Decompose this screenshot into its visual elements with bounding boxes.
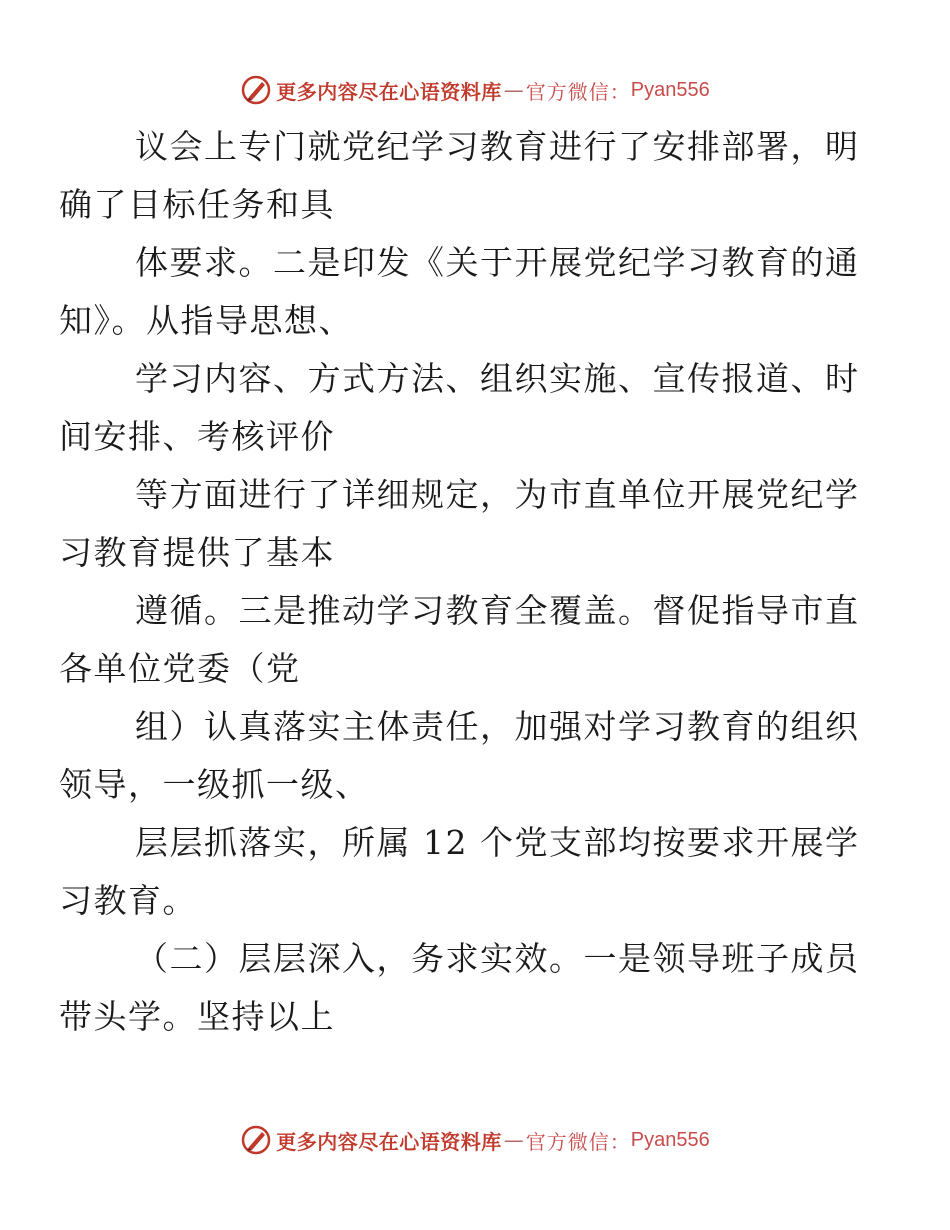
document-body xyxy=(59,118,860,1046)
paragraph-line: 各单位党委（党 xyxy=(59,649,301,688)
paragraph-line: 议会上专门就党纪学习教育进行了安排部署，明 xyxy=(135,127,860,166)
paragraph-line: 组）认真落实主体责任，加强对学习教育的组织 xyxy=(135,707,860,746)
watermark-wechat-label: 官方微信： xyxy=(525,1129,631,1154)
paragraph-line: 确了目标任务和具 xyxy=(59,185,335,224)
watermark-wechat-label: 官方微信： xyxy=(525,79,631,104)
paragraph xyxy=(59,350,860,466)
paragraph-line: 遵循。三是推动学习教育全覆盖。督促指导市直 xyxy=(135,591,860,630)
pen-logo-icon xyxy=(240,1124,272,1156)
paragraph-line: 习教育。 xyxy=(59,881,197,920)
paragraph xyxy=(59,698,860,814)
watermark-site-text: 更多内容尽在心语资料库 xyxy=(276,79,502,104)
watermark-dash: — xyxy=(503,78,524,102)
paragraph xyxy=(59,466,860,582)
paragraph-line: 知》。从指导思想、 xyxy=(59,301,353,340)
paragraph xyxy=(59,930,860,1046)
paragraph-line: 等方面进行了详细规定，为市直单位开展党纪学 xyxy=(135,475,860,514)
watermark-site-text: 更多内容尽在心语资料库 xyxy=(276,1129,502,1154)
paragraph-line: 层层抓落实，所属 12 个党支部均按要求开展学 xyxy=(135,823,860,862)
paragraph xyxy=(59,582,860,698)
paragraph-line: 领导，一级抓一级、 xyxy=(59,765,370,804)
watermark-banner-top xyxy=(0,70,950,110)
paragraph-line: 带头学。坚持以上 xyxy=(59,997,335,1036)
paragraph xyxy=(59,814,860,930)
watermark-wechat-id: Pyan556 xyxy=(630,78,710,101)
watermark-wechat-id: Pyan556 xyxy=(630,1128,710,1151)
watermark-dash: — xyxy=(503,1128,524,1152)
watermark-banner-bottom xyxy=(0,1120,950,1160)
paragraph-line: 体要求。二是印发《关于开展党纪学习教育的通 xyxy=(135,243,860,282)
paragraph-line: （二）层层深入，务求实效。一是领导班子成员 xyxy=(135,939,860,978)
pen-logo-icon xyxy=(240,74,272,106)
paragraph-line: 学习内容、方式方法、组织实施、宣传报道、时 xyxy=(135,359,860,398)
paragraph xyxy=(59,118,860,234)
paragraph-line: 间安排、考核评价 xyxy=(59,417,335,456)
paragraph-line: 习教育提供了基本 xyxy=(59,533,335,572)
paragraph xyxy=(59,234,860,350)
